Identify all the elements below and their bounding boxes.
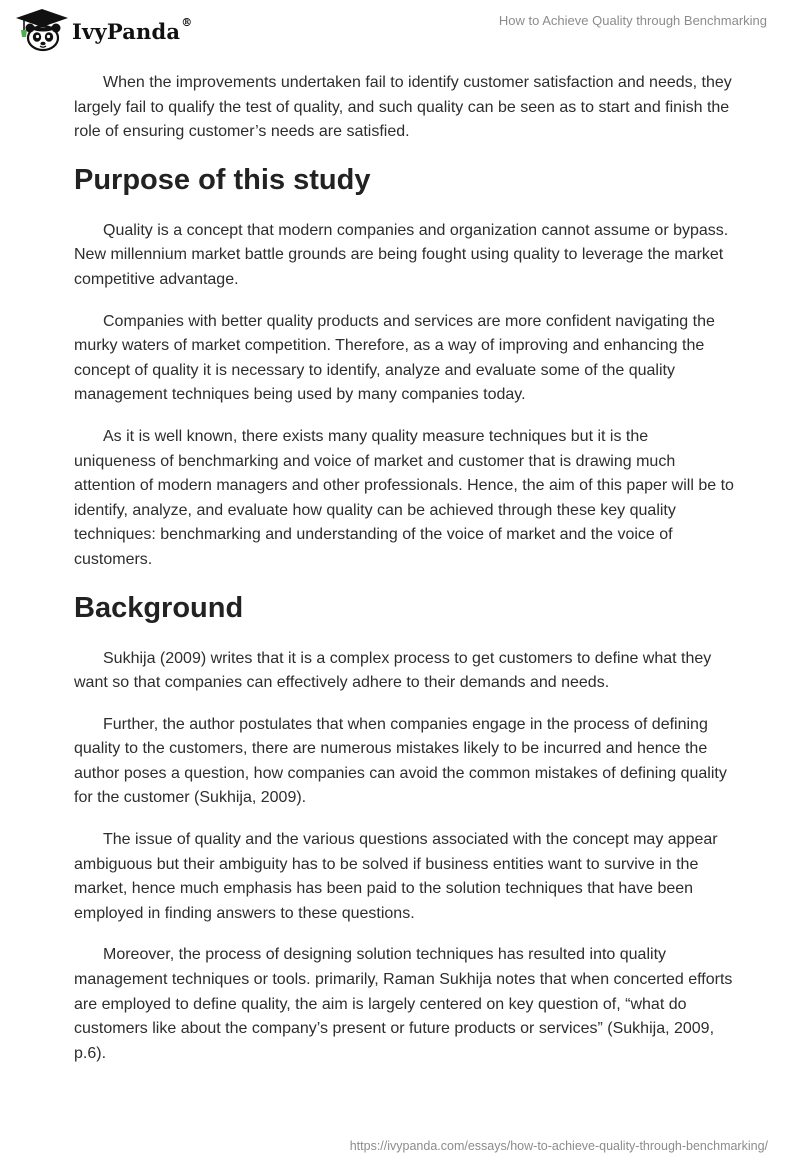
paragraph: Moreover, the process of designing solution techniques has resulted into quality management techniques or tools. primarily, Raman Sukhija notes that when concerted efforts are employed to define quality, the aim is largely centered on key question of, “what do customers like about the company’s present or future products or services” (Sukhija, 2009, p.6). — [74, 946, 733, 1062]
source-url[interactable]: https://ivypanda.com/essays/how-to-achieve-quality-through-benchmarking/ — [349, 1139, 768, 1153]
section-heading-background: Background — [74, 591, 244, 624]
paragraph: The issue of quality and the various questions associated with the concept may appear ambiguous but their ambiguity has to be solved if business entities want to survive in the market, hence much emphasis has been paid to the solution techniques that have been employed in finding answers to these questions. — [74, 831, 718, 922]
ivypanda-logo[interactable] — [14, 8, 192, 52]
essay-body — [74, 71, 734, 1083]
panda-graduation-cap-icon — [14, 8, 70, 52]
paragraph: When the improvements undertaken fail to identify customer satisfaction and needs, they largely fail to qualify the test of quality, and such quality can be seen as to start and finish the role of ensuring customer’s needs are satisfied. — [74, 74, 732, 141]
page-header — [0, 0, 800, 56]
registered-mark: ® — [181, 15, 193, 29]
section-heading-purpose: Purpose of this study — [74, 163, 371, 196]
paragraph: Sukhija (2009) writes that it is a complex process to get customers to define what they want so that companies can effectively adhere to their demands and needs. — [74, 649, 712, 692]
paragraph: Quality is a concept that modern companies and organization cannot assume or bypass. New millennium market battle grounds are being fought using quality to leverage the market competitive advantage. — [74, 221, 729, 288]
document-title: How to Achieve Quality through Benchmarking — [498, 13, 767, 28]
paragraph: As it is well known, there exists many quality measure techniques but it is the uniqueness of benchmarking and voice of market and customer that is drawing much attention of modern managers and other professionals. Hence, the aim of this paper will be to identify, analyze, and evaluate how quality can be achieved through these key quality techniques: benchmarking and understanding of the voice of market and the voice of customers. — [74, 427, 734, 568]
brand-name: IvyPanda® — [72, 15, 193, 44]
paragraph: Further, the author postulates that when companies engage in the process of defining quality to the customers, there are numerous mistakes likely to be incurred and hence the author poses a question, how companies can avoid the common mistakes of defining quality for the customer (Sukhija, 2009). — [74, 715, 727, 807]
paragraph: Companies with better quality products and services are more confident navigating the murky waters of market competition. Therefore, as a way of improving and enhancing the concept of quality it is necessary to identify, analyze and evaluate some of the quality management techniques being used by many companies today. — [74, 312, 715, 404]
